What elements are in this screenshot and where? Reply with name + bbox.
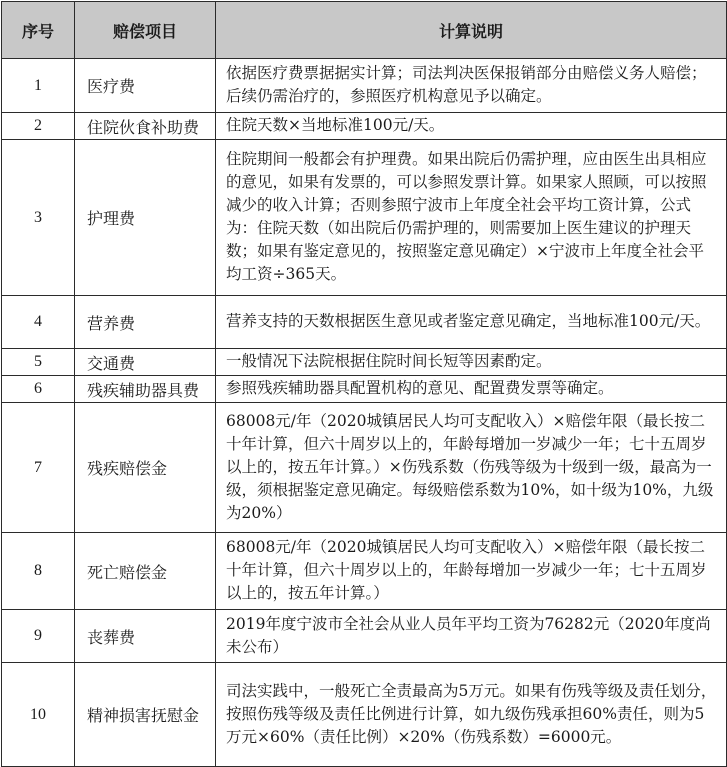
header-no: 序号 [2, 2, 75, 59]
table-row [2, 113, 727, 140]
table-row [2, 140, 727, 296]
row-desc: 依据医疗费票据据实计算；司法判决医保报销部分由赔偿义务人赔偿；后续仍需治疗的，参照医疗机构意见予以确定。 [216, 59, 727, 113]
row-item: 死亡赔偿金 [75, 533, 216, 610]
row-desc: 68008元/年（2020城镇居民人均可支配收入）×赔偿年限（最长按二十年计算，但六十周岁以上的，年龄每增加一岁减少一年；七十五周岁以上的，按五年计算。）×伤残系数（伤残等级为十级到一级，最高为一级，须根据鉴定意见确定。每级赔偿系数为10%，如十级为10%，九级为20%） [216, 403, 727, 533]
row-no: 1 [2, 59, 75, 113]
row-item: 残疾辅助器具费 [75, 376, 216, 403]
table-row [2, 403, 727, 533]
row-no: 9 [2, 610, 75, 663]
row-item: 精神损害抚慰金 [75, 663, 216, 767]
table-row [2, 610, 727, 663]
compensation-table [1, 1, 727, 767]
row-no: 3 [2, 140, 75, 296]
row-item: 营养费 [75, 296, 216, 349]
row-no: 10 [2, 663, 75, 767]
row-no: 4 [2, 296, 75, 349]
row-desc: 参照残疾辅助器具配置机构的意见、配置费发票等确定。 [216, 376, 727, 403]
table-row [2, 59, 727, 113]
row-desc: 司法实践中，一般死亡全责最高为5万元。如果有伤残等级及责任划分，按照伤残等级及责任比例进行计算，如九级伤残承担60%责任，则为5万元×60%（责任比例）×20%（伤残系数）=6000元。 [216, 663, 727, 767]
table-row [2, 376, 727, 403]
row-desc: 68008元/年（2020城镇居民人均可支配收入）×赔偿年限（最长按二十年计算，但六十周岁以上的，年龄每增加一岁减少一年；七十五周岁以上的，按五年计算。） [216, 533, 727, 610]
row-item: 住院伙食补助费 [75, 113, 216, 140]
row-item: 丧葬费 [75, 610, 216, 663]
row-item: 医疗费 [75, 59, 216, 113]
row-no: 5 [2, 349, 75, 376]
row-item: 残疾赔偿金 [75, 403, 216, 533]
row-no: 7 [2, 403, 75, 533]
header-desc: 计算说明 [216, 2, 727, 59]
row-desc: 一般情况下法院根据住院时间长短等因素酌定。 [216, 349, 727, 376]
header-item: 赔偿项目 [75, 2, 216, 59]
row-desc: 2019年度宁波市全社会从业人员年平均工资为76282元（2020年度尚未公布） [216, 610, 727, 663]
table-row [2, 663, 727, 767]
table-row [2, 533, 727, 610]
table-row [2, 296, 727, 349]
row-no: 8 [2, 533, 75, 610]
row-desc: 住院天数×当地标准100元/天。 [216, 113, 727, 140]
header-row [2, 2, 727, 59]
table-header [2, 2, 727, 59]
row-no: 6 [2, 376, 75, 403]
row-desc: 住院期间一般都会有护理费。如果出院后仍需护理，应由医生出具相应的意见，如果有发票的，可以参照发票计算。如果家人照顾，可以按照减少的收入计算；否则参照宁波市上年度全社会平均工资计算，公式为：住院天数（如出院后仍需护理的，则需要加上医生建议的护理天数；如果有鉴定意见的，按照鉴定意见确定）×宁波市上年度全社会平均工资÷365天。 [216, 140, 727, 296]
row-desc: 营养支持的天数根据医生意见或者鉴定意见确定，当地标准100元/天。 [216, 296, 727, 349]
row-item: 交通费 [75, 349, 216, 376]
table-row [2, 349, 727, 376]
row-no: 2 [2, 113, 75, 140]
table-body [2, 59, 727, 767]
row-item: 护理费 [75, 140, 216, 296]
